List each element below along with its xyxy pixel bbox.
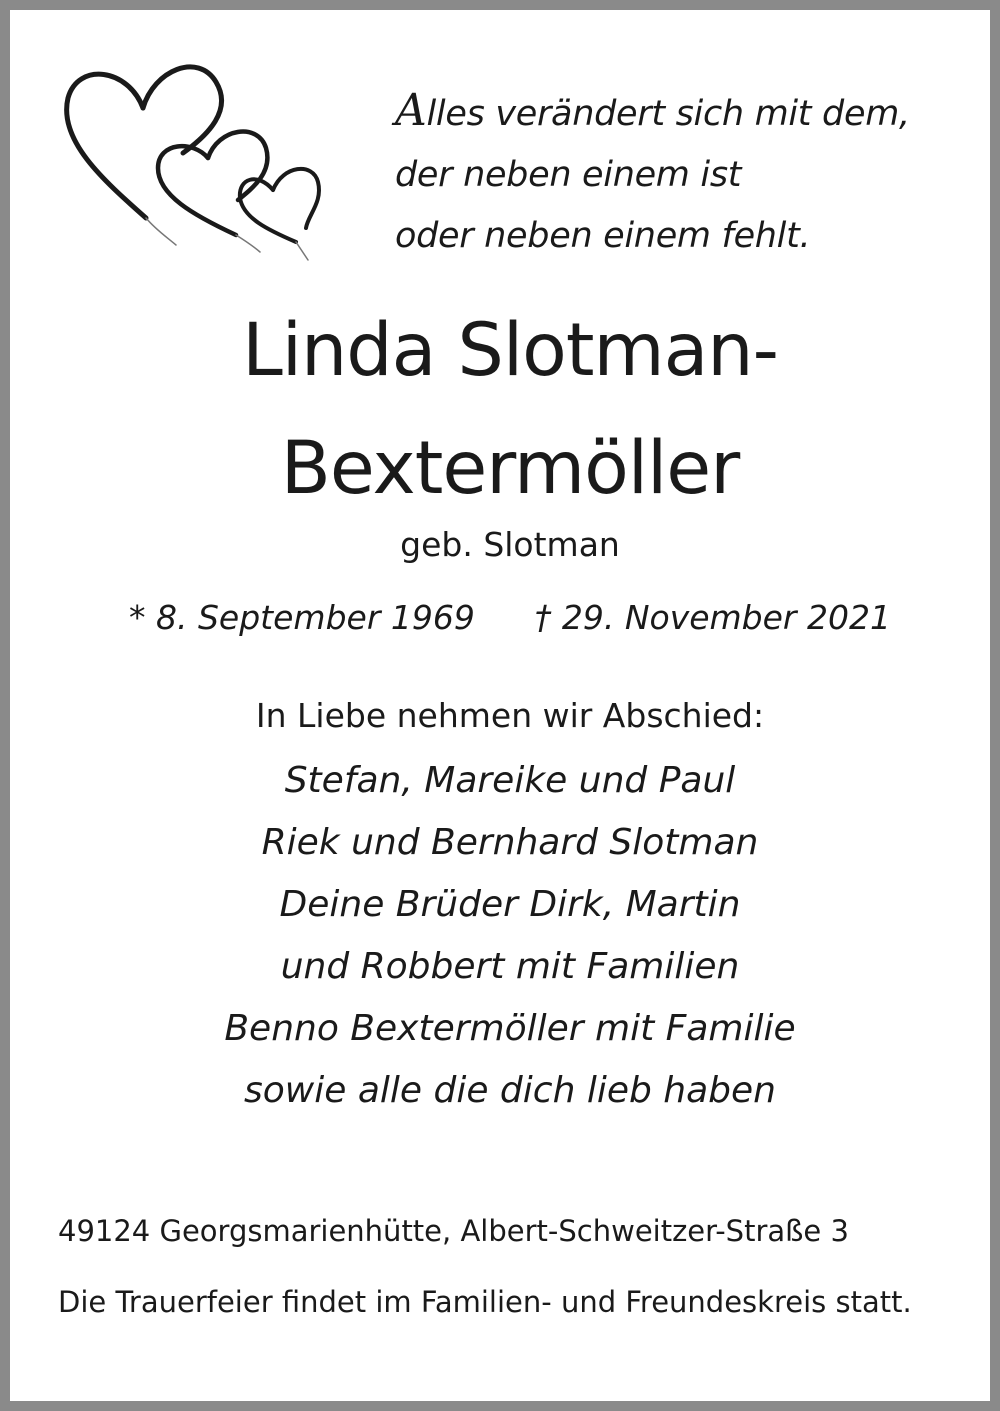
quote-line-2: der neben einem ist	[395, 155, 742, 195]
deceased-name-line-2: Bextermöller	[280, 426, 740, 511]
mourner-line: Riek und Bernhard Slotman	[261, 822, 759, 863]
mourner-line: Stefan, Mareike und Paul	[284, 760, 736, 801]
quote-line-1-rest: lles verändert sich mit dem,	[426, 94, 910, 134]
three-hearts-icon	[58, 50, 328, 265]
quote-line-3: oder neben einem fehlt.	[395, 216, 811, 256]
deceased-name-line-1: Linda Slotman-	[242, 308, 778, 393]
born-name: geb. Slotman	[400, 525, 620, 564]
death-date: † 29. November 2021	[534, 598, 891, 637]
mourner-line: sowie alle die dich lieb haben	[244, 1070, 776, 1111]
farewell-intro: In Liebe nehmen wir Abschied:	[255, 696, 765, 735]
life-dates	[10, 590, 1000, 646]
address: 49124 Georgsmarienhütte, Albert-Schweitzer-Straße 3	[58, 1214, 849, 1248]
mourner-line: Deine Brüder Dirk, Martin	[279, 884, 741, 925]
mourner-line: und Robbert mit Familien	[280, 946, 740, 987]
ceremony-info: Die Trauerfeier findet im Familien- und Freundeskreis statt.	[58, 1285, 912, 1319]
quote-initial: A	[395, 85, 427, 136]
birth-date: * 8. September 1969	[129, 598, 475, 637]
deceased-name	[10, 292, 1000, 528]
mourner-line: Benno Bextermöller mit Familie	[224, 1008, 796, 1049]
quote-line-1	[395, 80, 985, 145]
mourners-list	[10, 750, 1000, 1122]
quote	[395, 80, 985, 267]
